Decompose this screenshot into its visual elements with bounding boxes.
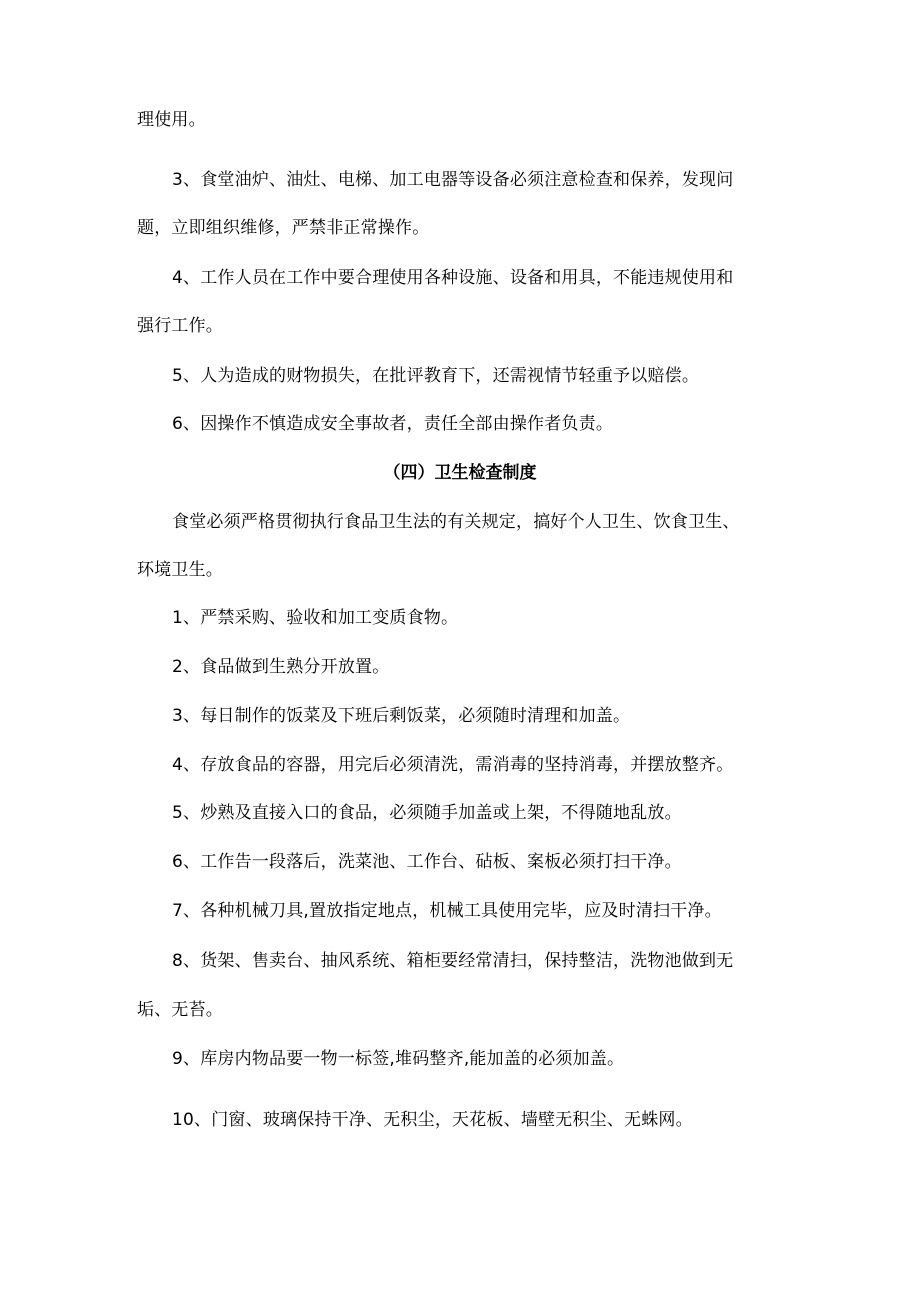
hygiene-rule-7: 7、各种机械刀具,置放指定地点，机械工具使用完毕，应及时清扫干净。 (172, 901, 722, 921)
hygiene-intro-line-2: 环境卫生。 (137, 560, 223, 580)
equipment-rule-6: 6、因操作不慎造成安全事故者，责任全部由操作者负责。 (172, 414, 614, 434)
paragraph-continuation: 理使用。 (137, 110, 206, 130)
hygiene-intro-line-1: 食堂必须严格贯彻执行食品卫生法的有关规定，搞好个人卫生、饮食卫生、 (172, 512, 740, 532)
hygiene-rule-4: 4、存放食品的容器，用完后必须清洗，需消毒的坚持消毒，并摆放整齐。 (172, 755, 734, 775)
hygiene-rule-10: 10、门窗、玻璃保持干净、无积尘，天花板、墙壁无积尘、无蛛网。 (172, 1110, 693, 1130)
hygiene-rule-9: 9、库房内物品要一物一标签,堆码整齐,能加盖的必须加盖。 (172, 1049, 625, 1069)
hygiene-rule-2: 2、食品做到生熟分开放置。 (172, 657, 390, 677)
section-heading: （四）卫生检查制度 (383, 463, 537, 483)
equipment-rule-3-line-1: 3、食堂油炉、油灶、电梯、加工电器等设备必须注意检查和保养，发现问 (172, 170, 734, 190)
hygiene-rule-5: 5、炒熟及直接入口的食品，必须随手加盖或上架，不得随地乱放。 (172, 803, 682, 823)
equipment-rule-4-line-1: 4、工作人员在工作中要合理使用各种设施、设备和用具，不能违规使用和 (172, 268, 734, 288)
equipment-rule-4-line-2: 强行工作。 (137, 316, 223, 336)
hygiene-rule-8-line-1: 8、货架、售卖台、抽风系统、箱柜要经常清扫，保持整洁，洗物池做到无 (172, 951, 734, 971)
hygiene-rule-8-line-2: 垢、无苔。 (137, 1000, 223, 1020)
hygiene-rule-1: 1、严禁采购、验收和加工变质食物。 (172, 608, 459, 628)
equipment-rule-5: 5、人为造成的财物损失，在批评教育下，还需视情节轻重予以赔偿。 (172, 366, 700, 386)
equipment-rule-3-line-2: 题，立即组织维修，严禁非正常操作。 (137, 218, 430, 238)
hygiene-rule-3: 3、每日制作的饭菜及下班后剩饭菜，必须随时清理和加盖。 (172, 706, 631, 726)
hygiene-rule-6: 6、工作告一段落后，洗菜池、工作台、砧板、案板必须打扫干净。 (172, 852, 682, 872)
